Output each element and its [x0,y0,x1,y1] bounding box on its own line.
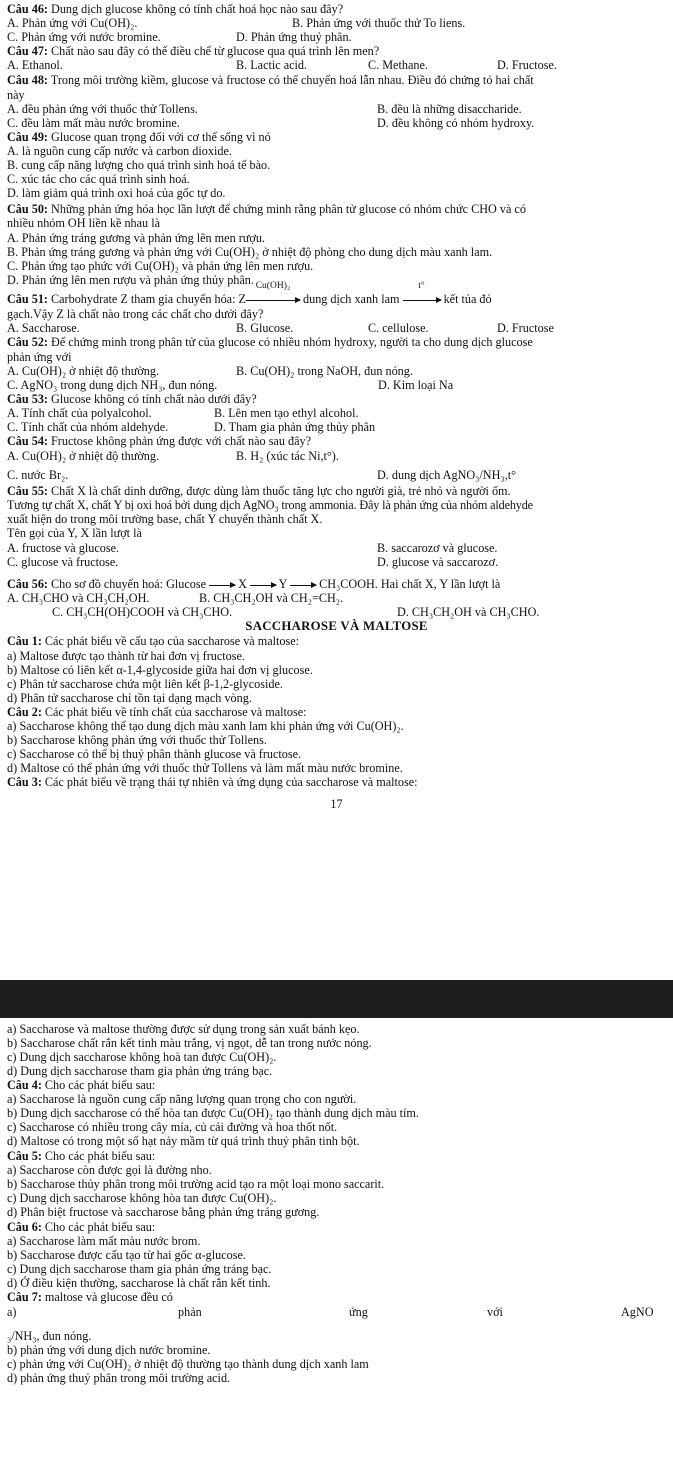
question-3 [7,775,418,789]
option-b: B. H₂ (xúc tác Ni,t°). [236,449,339,463]
option-b: B. Cu(OH)₂ trong NaOH, đun nóng. [236,364,413,378]
question-text: Chất nào sau đây có thể điều chế từ glucose qua quá trình lên men? [51,44,380,58]
question-number: Câu 6: [7,1220,42,1234]
statement-a-word: phản [178,1305,202,1319]
statement-a: a) Saccharose không thể tạo dung dịch màu xanh lam khi phản ứng với Cu(OH)₂. [7,719,404,733]
option-b: B. Glucose. [236,321,294,335]
question-number: Câu 3: [7,775,42,789]
page-number: 17 [330,797,343,811]
intermediate-x: X [238,577,247,591]
question-number: Câu 52: [7,335,48,349]
option-b: B. Phản ứng với thuốc thử To liens. [292,16,466,30]
question-text: CH₃COOH. Hai chất X, Y lần lượt là [319,577,501,591]
option-d: D. làm giảm quá trình oxi hoá của gốc tự do. [7,186,226,200]
question-text-cont: Tương tự chất X, chất Y bị oxi hoá bởi dung dịch AgNO₃ trong ammonia. Đây là phản ứng của nhóm aldehyde [7,498,533,512]
statement-d: d) phản ứng thuỷ phân trong môi trường acid. [7,1371,231,1385]
statement-d: d) Ở điều kiện thường, saccharose là chất rắn kết tinh. [7,1276,271,1290]
statement-d: d) Maltose có trong một số hạt nảy mầm từ quá trình thuỷ phân tinh bột. [7,1134,360,1148]
statement-a: a) [7,1305,17,1319]
question-49 [7,130,271,144]
question-text: Glucose quan trọng đối với cơ thể sống vì nó [51,130,271,144]
question-text: Các phát biểu về trạng thái tự nhiên và ứng dụng của saccharose và maltose: [44,775,418,789]
question-number: Câu 4: [7,1078,42,1092]
question-4 [7,1078,155,1092]
section-title: SACCHAROSE VÀ MALTOSE [245,619,428,633]
question-text: Cho sơ đồ chuyển hoá: Glucose [51,577,207,591]
statement-c: c) Dung dịch saccharose tham gia phản ứng tráng bạc. [7,1262,272,1276]
option-c: C. AgNO₃ trong dung dịch NH₃, đun nóng. [7,378,218,392]
option-b: B. đều là những disaccharide. [377,102,522,116]
question-number: Câu 54: [7,434,48,448]
option-d: D. Phản ứng thuỷ phân. [236,30,352,44]
statement-a-word: ứng [349,1305,368,1319]
question-47 [7,44,379,58]
question-text: Chất X là chất dinh dưỡng, được dùng làm thuốc tăng lực cho người già, trẻ nhỏ và người ốm. [51,484,511,498]
question-text: Trong môi trường kiềm, glucose và fructose có thể chuyển hoá lẫn nhau. Điều đó chứng tỏ hai chất [50,73,534,87]
reaction-arrow [290,585,316,586]
question-53 [7,392,257,406]
question-number: Câu 55: [7,484,48,498]
question-5 [7,1149,155,1163]
statement-a: a) Saccharose làm mất màu nước brom. [7,1234,201,1248]
question-text-cont: xuất hiện do trong môi trường base, chất Y chuyển thành chất X. [7,512,323,526]
option-b: B. Lên men tạo ethyl alcohol. [214,406,359,420]
statement-b: b) Saccharose được cấu tạo từ hai gốc α-glucose. [7,1248,246,1262]
option-d: D. dung dịch AgNO₃/NH₃,t° [377,468,516,482]
question-52 [7,335,533,349]
statement-a-word: AgNO [621,1305,654,1319]
question-number: Câu 2: [7,705,42,719]
question-56 [7,577,500,591]
option-b: B. Phản ứng tráng gương và phản ứng với Cu(OH)₂ ở nhiệt độ phòng cho dung dịch màu xanh lam. [7,245,493,259]
question-text: Cho các phát biểu sau: [44,1149,156,1163]
question-text: maltose và glucose đều có [44,1290,173,1304]
statement-a: a) Saccharose và maltose thường được sử dụng trong sản xuất bánh kẹo. [7,1022,360,1036]
statement-a: a) Saccharose là nguồn cung cấp năng lượng quan trọng cho con người. [7,1092,357,1106]
option-c: C. Phản ứng tạo phức với Cu(OH)₂ và phản ứng lên men rượu. [7,259,314,273]
option-c: C. cellulose. [368,321,429,335]
statement-b: b) Dung dịch saccharose có thể hòa tan được Cu(OH)₂ tạo thành dung dịch màu tím. [7,1106,419,1120]
question-text-cont: Tên gọi của Y, X lần lượt là [7,526,142,540]
statement-d: d) Phân biệt fructose và saccharose bằng phản ứng tráng gương. [7,1205,320,1219]
statement-c: c) Saccharose có thể bị thuỷ phân thành glucose và fructose. [7,747,302,761]
option-a: A. Phản ứng với Cu(OH)₂. [7,16,138,30]
reaction-arrow [403,281,441,306]
statement-b: b) phản ứng với dung dịch nước bromine. [7,1343,211,1357]
question-55 [7,484,511,498]
statement-a-cont: ₃/NH₃, đun nóng. [7,1329,92,1343]
question-text: Glucose không có tính chất nào dưới đây? [51,392,257,406]
question-text-cont: nhiều nhóm OH liền kề nhau là [7,216,160,230]
statement-b: b) Saccharose chất rắn kết tinh màu trắng, vị ngọt, dễ tan trong nước nóng. [7,1036,372,1050]
question-number: Câu 50: [7,202,48,216]
question-number: Câu 53: [7,392,48,406]
statement-c: c) phản ứng với Cu(OH)₂ ở nhiệt độ thường tạo thành dung dịch xanh lam [7,1357,369,1371]
option-d: D. Kim loại Na [378,378,454,392]
arrow-label: t° [418,281,425,291]
option-a: A. là nguồn cung cấp nước và carbon dioxide. [7,144,232,158]
option-a: A. CH₃CHO và CH₃CH₂OH. [7,591,150,605]
option-d: D. Fructose. [497,58,557,72]
statement-b: b) Saccharose thủy phân trong môi trường acid tạo ra một loại mono saccarit. [7,1177,385,1191]
option-d: D. đều không có nhóm hydroxy. [377,116,535,130]
option-a: A. Tính chất của polyalcohol. [7,406,152,420]
option-a: A. Ethanol. [7,58,63,72]
statement-c: c) Phân tử saccharose chứa một liên kết β-1,2-glycoside. [7,677,283,691]
option-a: A. fructose và glucose. [7,541,120,555]
question-text: Các phát biểu về cấu tạo của saccharose và maltose: [44,634,300,648]
option-a: A. đều phản ứng với thuốc thử Tollens. [7,102,198,116]
option-c: C. glucose và fructose. [7,555,119,569]
question-6 [7,1220,155,1234]
question-text-cont: phản ứng với [7,350,72,364]
statement-b: b) Saccharose không phản ứng với thuốc thử Tollens. [7,733,267,747]
option-c: C. đều làm mất màu nước bromine. [7,116,180,130]
question-text: Để chứng minh trong phân tử của glucose có nhiều nhóm hydroxy, người ta cho dung dịch glucose [51,335,533,349]
statement-a: a) Maltose được tạo thành từ hai đơn vị fructose. [7,649,245,663]
question-number: Câu 1: [7,634,42,648]
statement-c: c) Dung dịch saccharose không hoà tan được Cu(OH)₂. [7,1050,277,1064]
option-c: C. CH₃CH(OH)COOH và CH₃CHO. [52,605,233,619]
option-d: D. glucose và saccarozơ. [377,555,499,569]
option-d: D. Fructose [497,321,554,335]
question-text: Carbohydrate Z tham gia chuyển hóa: Z [51,292,246,306]
statement-a: a) Saccharose còn được gọi là đường nho. [7,1163,212,1177]
page-18 [0,1018,673,1466]
option-b: B. Lactic acid. [236,58,308,72]
arrow-label: Cu(OH)₂ [255,281,291,291]
question-number: Câu 49: [7,130,48,144]
question-text-cont: này [7,88,25,102]
question-number: Câu 46: [7,2,48,16]
reaction-arrow [246,281,300,306]
option-d: D. CH₃CH₂OH và CH₃CHO. [397,605,540,619]
question-1 [7,634,299,648]
question-54 [7,434,311,448]
question-number: Câu 7: [7,1290,42,1304]
question-text: Cho các phát biểu sau: [44,1078,156,1092]
option-c: C. xúc tác cho các quá trình sinh hoá. [7,172,190,186]
statement-c: c) Saccharose có nhiều trong cây mía, củ cải đường và hoa thốt nốt. [7,1120,338,1134]
option-c: C. Phản ứng với nước bromine. [7,30,161,44]
option-d: D. Phản ứng lên men rượu và phản ứng thủy phân. [7,273,254,287]
statement-d: d) Dung dịch saccharose tham gia phản ứng tráng bạc. [7,1064,273,1078]
option-b: B. CH₃CH₂OH và CH₂=CH₂. [199,591,344,605]
option-b: B. saccarozơ và glucose. [377,541,498,555]
question-number: Câu 51: [7,292,48,306]
statement-c: c) Dung dịch saccharose không hòa tan được Cu(OH)₂. [7,1191,277,1205]
statement-d: d) Maltose có thể phản ứng với thuốc thử Tollens và làm mất màu nước bromine. [7,761,403,775]
question-2 [7,705,307,719]
question-text: dung dịch xanh lam [303,292,400,306]
question-51 [7,281,492,306]
intermediate-y: Y [278,577,287,591]
question-50 [7,202,526,216]
question-7 [7,1290,173,1304]
option-a: A. Cu(OH)₂ ở nhiệt độ thường. [7,449,160,463]
statement-a-word: với [487,1305,503,1319]
option-b: B. cung cấp năng lượng cho quá trình sinh hoá tế bào. [7,158,271,172]
question-number: Câu 5: [7,1149,42,1163]
question-number: Câu 47: [7,44,48,58]
option-a: A. Saccharose. [7,321,80,335]
statement-d: d) Phân tử saccharose chỉ tồn tại dạng mạch vòng. [7,691,252,705]
question-text: Dung dịch glucose không có tính chất hoá học nào sau đây? [51,2,344,16]
question-number: Câu 48: [7,73,48,87]
reaction-arrow [209,585,235,586]
question-48 [7,73,534,87]
option-a: A. Phản ứng tráng gương và phản ứng lên men rượu. [7,231,265,245]
question-text-cont: gạch.Vậy Z là chất nào trong các chất cho dưới đây? [7,307,264,321]
question-text: Fructose không phản ứng được với chất nào sau đây? [51,434,311,448]
page-gap [0,980,673,1018]
statement-b: b) Maltose có liên kết α-1,4-glycoside giữa hai đơn vị glucose. [7,663,313,677]
question-text: Các phát biểu về tính chất của saccharose và maltose: [44,705,307,719]
question-number: Câu 56: [7,577,48,591]
reaction-arrow [250,585,276,586]
option-c: C. Tính chất của nhóm aldehyde. [7,420,169,434]
option-a: A. Cu(OH)₂ ở nhiệt độ thường. [7,364,160,378]
question-text: Những phản ứng hóa học lần lượt để chứng minh rằng phân tử glucose có nhóm chức CHO và có [51,202,526,216]
question-46 [7,2,343,16]
question-text: Cho các phát biểu sau: [44,1220,156,1234]
option-c: C. nước Br₂. [7,468,69,482]
question-text: kết tủa đỏ [443,292,492,306]
option-c: C. Methane. [368,58,428,72]
option-d: D. Tham gia phản ứng thủy phân [214,420,376,434]
